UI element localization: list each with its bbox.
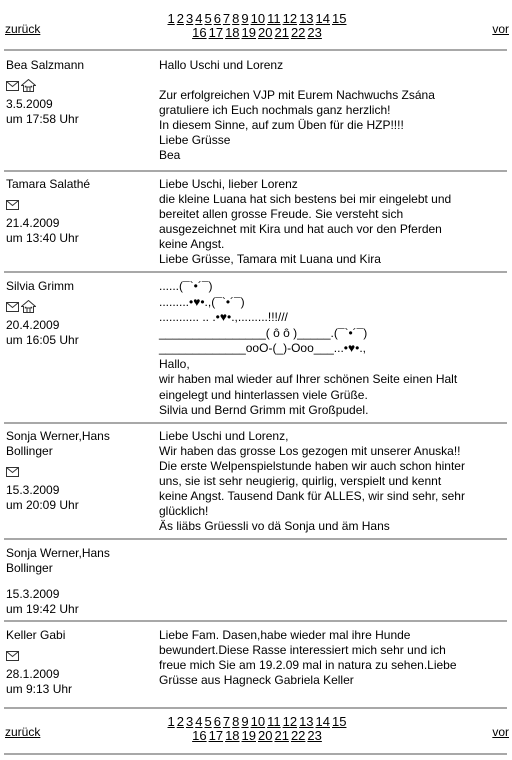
email-icon[interactable] xyxy=(6,78,21,92)
back-link[interactable]: zurück xyxy=(5,725,41,739)
divider xyxy=(4,753,507,755)
page-link-11[interactable]: 11 xyxy=(267,11,281,26)
page-link-8[interactable]: 8 xyxy=(232,11,240,26)
entry-date xyxy=(6,216,146,246)
email-icon[interactable] xyxy=(6,648,21,662)
page-link-17[interactable]: 17 xyxy=(208,728,224,743)
page-link-4[interactable]: 4 xyxy=(195,11,203,26)
page-link-5[interactable]: 5 xyxy=(204,714,212,729)
page-link-14[interactable]: 14 xyxy=(315,11,330,26)
divider xyxy=(4,620,507,622)
page-row-2 xyxy=(148,26,366,40)
divider xyxy=(4,271,507,273)
divider xyxy=(4,422,507,424)
page-link-15[interactable]: 15 xyxy=(332,11,347,26)
page-link-23[interactable]: 23 xyxy=(307,728,322,743)
entry-author-column xyxy=(6,177,146,246)
entry-date xyxy=(6,97,146,127)
entry-date xyxy=(6,318,146,348)
page-link-19[interactable]: 19 xyxy=(241,728,256,743)
contact-icons xyxy=(6,648,146,663)
page-link-20[interactable]: 20 xyxy=(258,728,273,743)
time-text: um 16:05 Uhr xyxy=(6,333,79,347)
page-link-21[interactable]: 21 xyxy=(274,25,289,40)
entry-date xyxy=(6,483,146,513)
page-link-22[interactable]: 22 xyxy=(290,728,306,743)
contact-icons xyxy=(6,197,146,212)
entry-message: Hallo Uschi und Lorenz Zur erfolgreichen VJP mit Eurem Nachwuchs Zsána gratuliere ich Euch nochmals ganz herzlich! In diesem Sinne, auf zum Üben für die HZP!!!! Liebe Grüsse Bea xyxy=(159,58,435,162)
page-link-9[interactable]: 9 xyxy=(241,714,249,729)
entry-author-column xyxy=(6,279,146,348)
page-link-3[interactable]: 3 xyxy=(185,11,194,26)
contact-icons xyxy=(6,464,146,479)
page-link-10[interactable]: 10 xyxy=(250,714,266,729)
entry-message: Liebe Fam. Dasen,habe wieder mal ihre Hunde bewundert.Diese Rasse interessiert mich sehr und ich freue mich Sie am 19.2.09 mal in natura zu sehen.Liebe Grüsse aus Hagneck Gabriela Keller xyxy=(159,628,457,687)
contact-icons xyxy=(6,299,146,314)
page-link-1[interactable]: 1 xyxy=(167,714,175,729)
page-row-1 xyxy=(148,12,366,26)
page-link-16[interactable]: 16 xyxy=(192,25,207,40)
entry-date xyxy=(6,587,146,617)
page-link-2[interactable]: 2 xyxy=(176,714,184,729)
date-text: 15.3.2009 xyxy=(6,587,60,601)
divider xyxy=(4,538,507,540)
page-link-2[interactable]: 2 xyxy=(176,11,184,26)
page-link-23[interactable]: 23 xyxy=(307,25,322,40)
page-link-4[interactable]: 4 xyxy=(195,714,203,729)
pager-bottom xyxy=(0,715,512,749)
email-icon[interactable] xyxy=(6,464,21,478)
page-link-8[interactable]: 8 xyxy=(232,714,240,729)
page-link-18[interactable]: 18 xyxy=(225,25,240,40)
page-link-16[interactable]: 16 xyxy=(192,728,207,743)
entry-date xyxy=(6,667,146,697)
email-icon[interactable] xyxy=(6,197,21,211)
time-text: um 13:40 Uhr xyxy=(6,231,79,245)
time-text: um 20:09 Uhr xyxy=(6,498,79,512)
page-link-20[interactable]: 20 xyxy=(258,25,273,40)
email-icon[interactable] xyxy=(6,299,21,313)
page-link-7[interactable]: 7 xyxy=(222,714,231,729)
page-link-5[interactable]: 5 xyxy=(204,11,212,26)
author-name: Sonja Werner,Hans Bollinger xyxy=(6,546,110,575)
entry-message: ......(¯`•´¯) .........•♥•.,(¯`•´¯) ............ .. .•♥•.,.........!!!/// ________________( ô ô )_____.(¯`•´¯) _____________ooO-(_)-Ooo___...•♥•., Hallo, wir haben mal wieder auf Ihrer schönen Seite einen Halt eingelegt und hinterlassen viele Grüße. Silvia und Bernd Grimm mit Großpudel. xyxy=(159,279,458,417)
date-text: 3.5.2009 xyxy=(6,97,53,111)
date-text: 15.3.2009 xyxy=(6,483,60,497)
time-text: um 17:58 Uhr xyxy=(6,112,79,126)
page-link-10[interactable]: 10 xyxy=(250,11,266,26)
page-link-12[interactable]: 12 xyxy=(282,11,298,26)
forward-link[interactable]: vor xyxy=(492,725,509,739)
page-link-6[interactable]: 6 xyxy=(213,11,221,26)
entry-message: Liebe Uschi, lieber Lorenz die kleine Luana hat sich bestens bei mir eingelebt und bereitet allen grosse Freude. Sie versteht sich ausgezeichnet mit Kira und hat auch vor den Pferden keine Angst. Liebe Grüsse, Tamara mit Luana und Kira xyxy=(159,177,452,266)
author-name: Keller Gabi xyxy=(6,628,66,642)
back-link[interactable]: zurück xyxy=(5,22,41,36)
date-text: 20.4.2009 xyxy=(6,318,60,332)
date-text: 21.4.2009 xyxy=(6,216,60,230)
page-link-12[interactable]: 12 xyxy=(282,714,298,729)
divider xyxy=(4,170,507,172)
page-row-2 xyxy=(148,729,366,743)
page-link-6[interactable]: 6 xyxy=(213,714,221,729)
home-icon[interactable] xyxy=(21,299,38,313)
page-link-18[interactable]: 18 xyxy=(225,728,240,743)
page-link-7[interactable]: 7 xyxy=(222,11,231,26)
entry-author-column xyxy=(6,628,146,697)
page-link-21[interactable]: 21 xyxy=(274,728,289,743)
page-link-1[interactable]: 1 xyxy=(167,11,175,26)
contact-icons xyxy=(6,78,146,93)
page-link-22[interactable]: 22 xyxy=(290,25,306,40)
forward-link[interactable]: vor xyxy=(492,22,509,36)
time-text: um 9:13 Uhr xyxy=(6,682,73,696)
author-name: Bea Salzmann xyxy=(6,58,85,72)
divider xyxy=(4,49,507,51)
page-link-15[interactable]: 15 xyxy=(332,714,347,729)
page-row-1 xyxy=(148,715,366,729)
page-link-14[interactable]: 14 xyxy=(315,714,330,729)
time-text: um 19:42 Uhr xyxy=(6,602,79,616)
page-number-list xyxy=(148,12,366,40)
page-number-list xyxy=(148,715,366,743)
page-link-17[interactable]: 17 xyxy=(208,25,224,40)
entry-author-column xyxy=(6,429,146,513)
entry-author-column xyxy=(6,58,146,127)
author-name: Tamara Salathé xyxy=(6,177,91,191)
page-link-3[interactable]: 3 xyxy=(185,714,194,729)
pager-top xyxy=(0,12,512,46)
divider xyxy=(4,707,507,709)
home-icon[interactable] xyxy=(21,78,38,92)
page-link-9[interactable]: 9 xyxy=(241,11,249,26)
page-link-19[interactable]: 19 xyxy=(241,25,256,40)
page-link-13[interactable]: 13 xyxy=(299,714,314,729)
page-link-11[interactable]: 11 xyxy=(267,714,281,729)
entry-author-column xyxy=(6,546,146,617)
author-name: Sonja Werner,Hans Bollinger xyxy=(6,429,110,458)
date-text: 28.1.2009 xyxy=(6,667,60,681)
page-link-13[interactable]: 13 xyxy=(299,11,314,26)
author-name: Silvia Grimm xyxy=(6,279,74,293)
entry-message: Liebe Uschi und Lorenz, Wir haben das grosse Los gezogen mit unserer Anuska!! Die erste Welpenspielstunde haben wir auch schon hinter uns, sie ist sehr neugierig, quirlig, verspielt und kennt keine Angst. Tausend Dank für ALLES, wir sind sehr, sehr glücklich! Äs liäbs Grüessli vo dä Sonja und äm Hans xyxy=(159,429,465,533)
